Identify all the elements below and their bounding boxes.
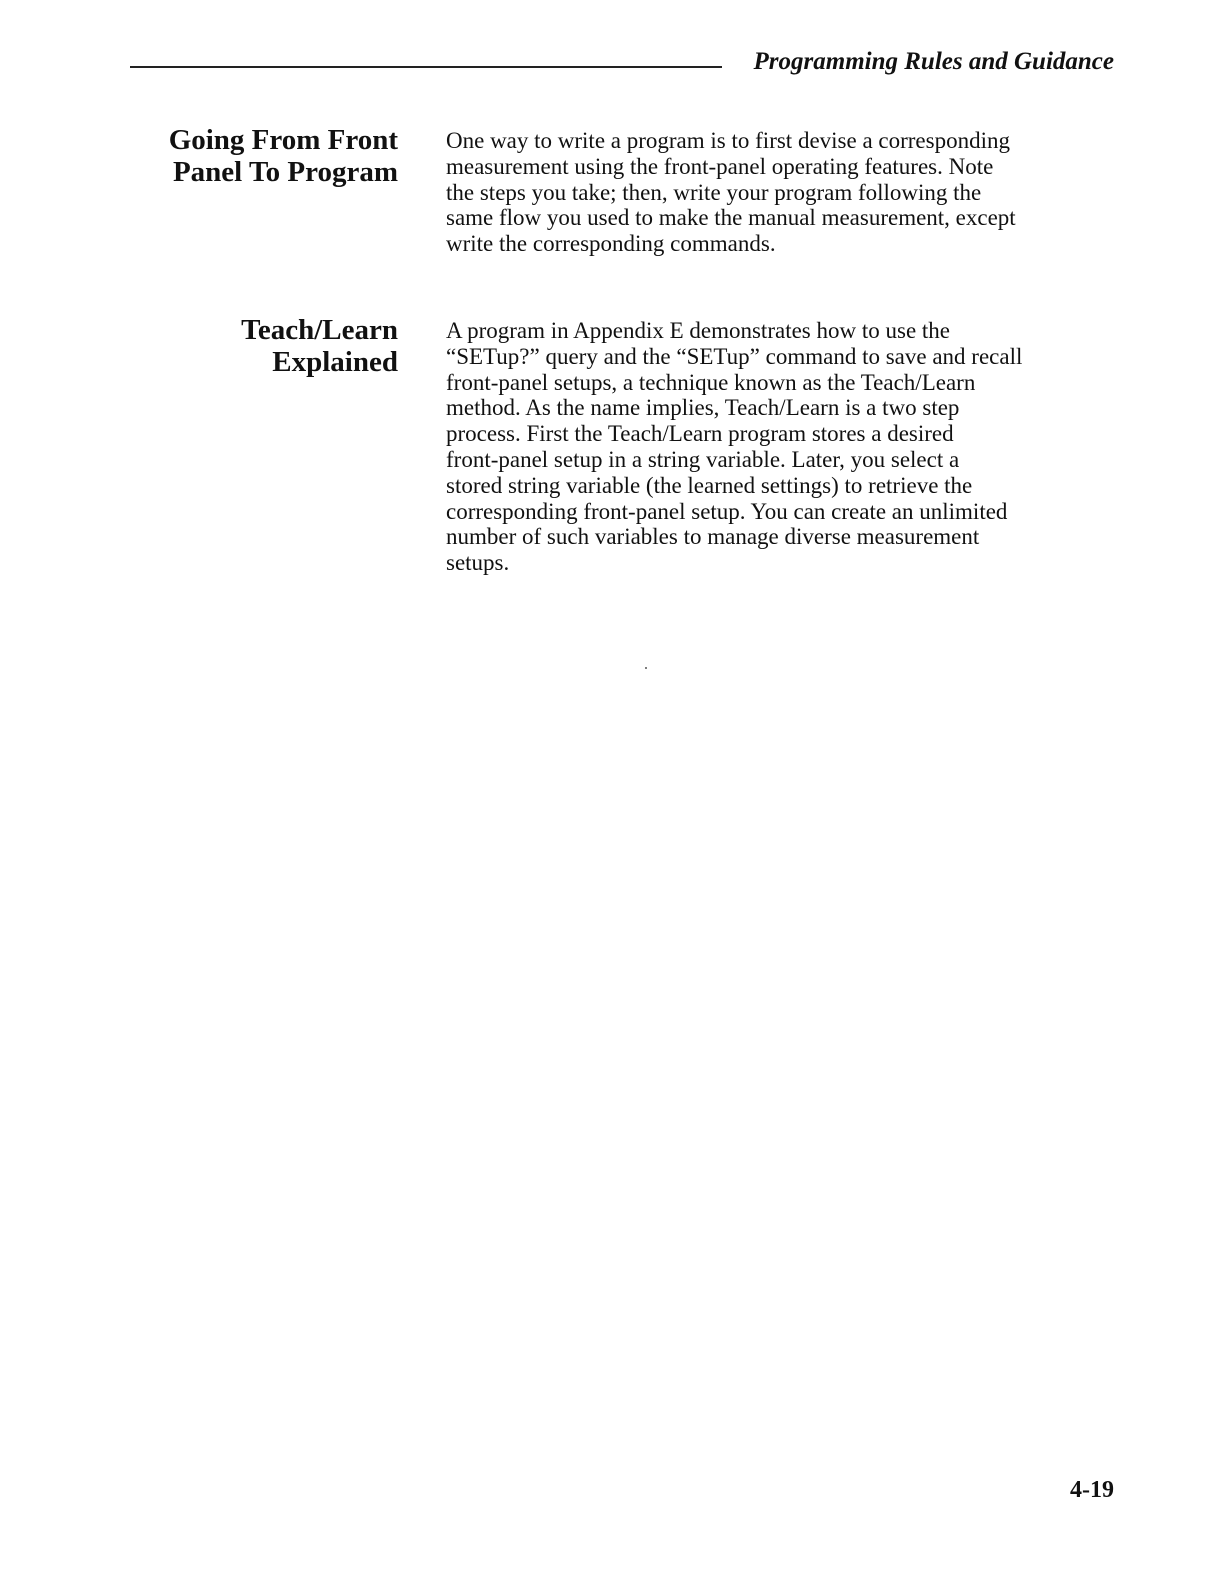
body-line: number of such variables to manage diverse measurement bbox=[446, 524, 980, 550]
body-line: front-panel setup in a string variable. Later, you select a bbox=[446, 446, 960, 472]
scan-speck bbox=[645, 667, 647, 669]
section-heading-front-panel bbox=[169, 124, 398, 188]
body-line: setups. bbox=[446, 550, 510, 576]
page-number: 4-19 bbox=[1070, 1477, 1114, 1503]
body-line: front-panel setups, a technique known as the Teach/Learn bbox=[446, 369, 976, 395]
body-line: write the corresponding commands. bbox=[446, 231, 776, 257]
section-body-front-panel bbox=[446, 128, 1116, 257]
header-rule bbox=[130, 66, 722, 68]
body-line: process. First the Teach/Learn program stores a desired bbox=[446, 421, 954, 447]
body-line: corresponding front-panel setup. You can create an unlimited bbox=[446, 498, 1008, 524]
body-line: method. As the name implies, Teach/Learn is a two step bbox=[446, 395, 960, 421]
body-line: the steps you take; then, write your program following the bbox=[446, 179, 982, 205]
body-line: One way to write a program is to first devise a corresponding bbox=[446, 128, 1010, 153]
body-line: “SETup?” query and the “SETup” command to save and recall bbox=[446, 343, 1023, 369]
body-line: stored string variable (the learned settings) to retrieve the bbox=[446, 472, 973, 498]
body-line: A program in Appendix E demonstrates how to use the bbox=[446, 318, 951, 343]
body-line: same flow you used to make the manual measurement, except bbox=[446, 205, 1016, 231]
running-head: Programming Rules and Guidance bbox=[753, 48, 1114, 75]
heading-line: Panel To Program bbox=[172, 156, 398, 188]
heading-line: Teach/Learn bbox=[241, 314, 398, 346]
section-body-teach-learn bbox=[446, 318, 1116, 576]
body-line: measurement using the front-panel operating features. Note bbox=[446, 153, 994, 179]
section-heading-teach-learn bbox=[241, 314, 398, 378]
heading-line: Explained bbox=[272, 346, 398, 378]
heading-line: Going From Front bbox=[168, 124, 398, 156]
